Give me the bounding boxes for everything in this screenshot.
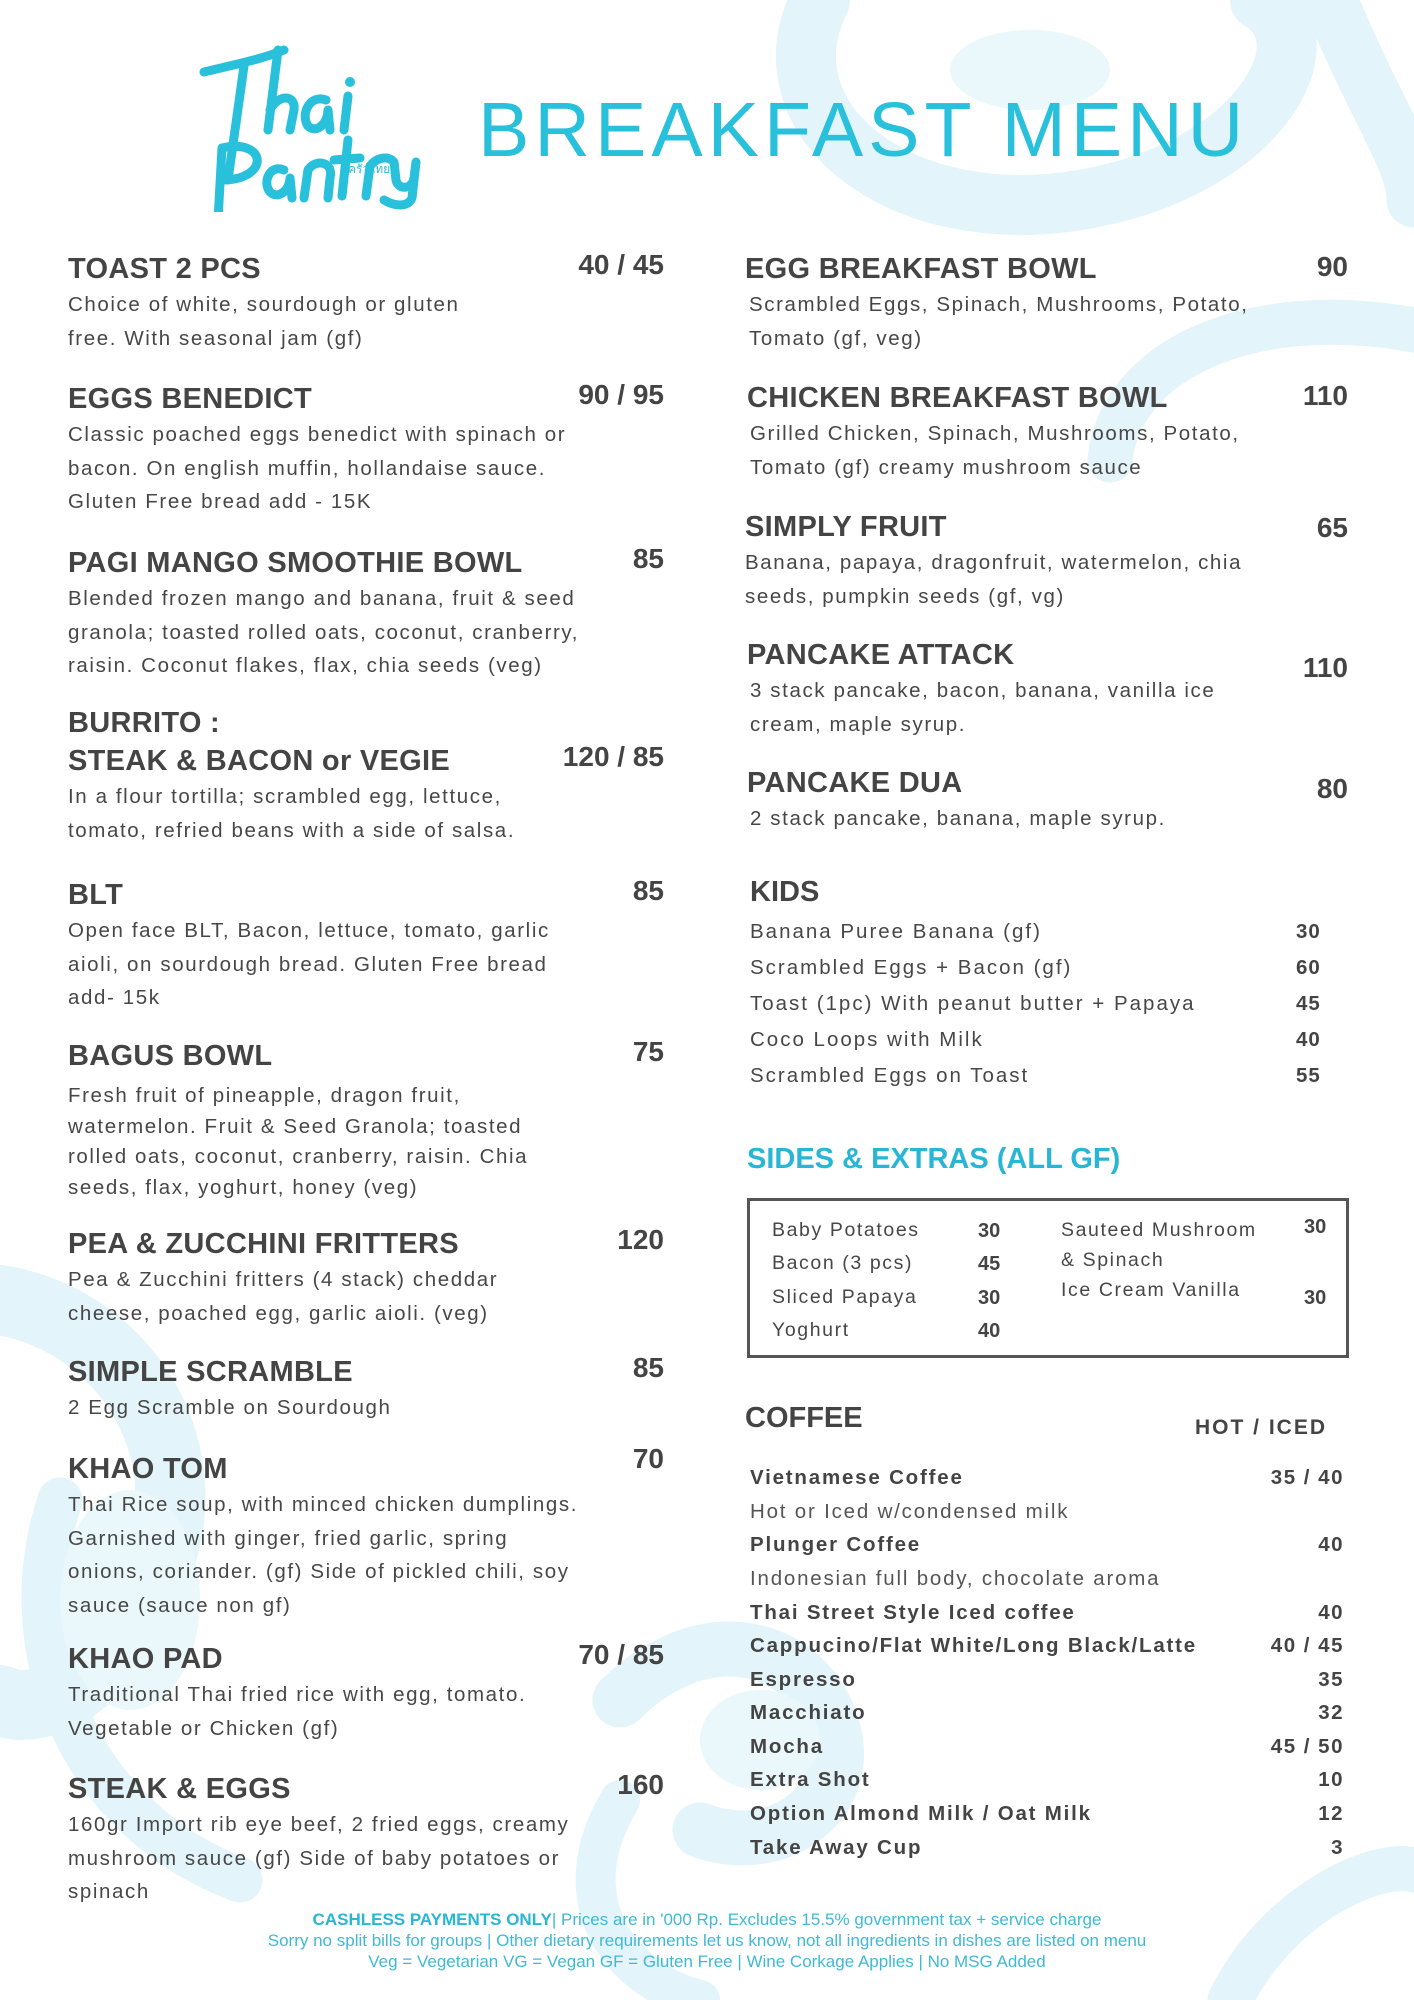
item-price-egg-breakfast-bowl: 90	[1316, 251, 1348, 282]
item-desc-line: spinach	[68, 1880, 150, 1903]
coffee-item-price: 12	[1318, 1802, 1344, 1825]
side-item-price: 45	[978, 1253, 1001, 1275]
kids-item-name: Toast (1pc) With peanut butter + Papaya	[750, 992, 1196, 1015]
coffee-item-price: 32	[1318, 1701, 1344, 1724]
coffee-item-desc: Indonesian full body, chocolate aroma	[750, 1567, 1161, 1590]
item-price-toast: 40 / 45	[578, 249, 664, 280]
footer-prices-note: | Prices are in '000 Rp. Excludes 15.5% government tax + service charge	[551, 1910, 1102, 1929]
coffee-item-desc: Hot or Iced w/condensed milk	[750, 1500, 1070, 1523]
kids-item-price: 30	[1296, 920, 1321, 943]
coffee-item-price: 40	[1318, 1533, 1344, 1556]
item-desc-line: Tomato (gf, veg)	[749, 326, 923, 350]
coffee-item	[750, 1701, 1344, 1725]
item-price-burrito: 120 / 85	[562, 741, 664, 772]
item-price-blt: 85	[632, 875, 664, 906]
kids-item-name: Banana Puree Banana (gf)	[750, 920, 1042, 943]
item-price-chicken-breakfast-bowl: 110	[1302, 380, 1348, 411]
side-item-name: Baby Potatoes	[772, 1219, 920, 1241]
item-name: CHICKEN BREAKFAST BOWL	[747, 382, 1168, 414]
item-desc-line: Blended frozen mango and banana, fruit & seed	[68, 587, 576, 610]
kids-item	[750, 1028, 1344, 1052]
item-desc-line: sauce (sauce non gf)	[68, 1593, 292, 1617]
menu-item-pancake-attack	[747, 636, 1307, 741]
coffee-item	[750, 1668, 1344, 1692]
item-desc-line: Thai Rice soup, with minced chicken dumplings.	[68, 1493, 578, 1516]
side-item-name: Sauteed Mushroom	[1061, 1219, 1257, 1241]
item-name: KHAO PAD	[68, 1643, 223, 1675]
item-price-pancake-attack: 110	[1302, 652, 1348, 683]
item-desc-line: rolled oats, coconut, cranberry, raisin. Chia	[68, 1145, 529, 1168]
kids-item-name: Scrambled Eggs on Toast	[750, 1064, 1030, 1087]
menu-item-pancake-dua	[747, 764, 1307, 836]
footer-line-legend: Veg = Vegetarian VG = Vegan GF = Gluten Free | Wine Corkage Applies | No MSG Added	[368, 1952, 1046, 1971]
kids-heading: KIDS	[750, 876, 820, 908]
item-desc-line: 3 stack pancake, bacon, banana, vanilla ice	[750, 679, 1216, 702]
item-desc-line: Traditional Thai fried rice with egg, tomato.	[68, 1683, 527, 1706]
kids-item-price: 60	[1296, 956, 1321, 979]
side-item-name: Sliced Papaya	[772, 1286, 918, 1308]
item-price-simply-fruit: 65	[1316, 512, 1348, 543]
item-desc-line: onions, coriander. (gf) Side of pickled chili, soy	[68, 1560, 570, 1583]
coffee-item-name: Thai Street Style Iced coffee	[750, 1601, 1076, 1624]
side-item-name-line2: & Spinach	[1061, 1249, 1165, 1271]
item-desc-line: 2 stack pancake, banana, maple syrup.	[750, 807, 1166, 830]
item-price-pancake-dua: 80	[1316, 773, 1348, 804]
coffee-item	[750, 1836, 1344, 1860]
side-item-price: 40	[978, 1320, 1001, 1342]
coffee-item-name: Mocha	[750, 1735, 824, 1758]
item-name: TOAST 2 PCS	[68, 253, 261, 285]
item-desc-line: aioli, on sourdough bread. Gluten Free bread	[68, 952, 548, 976]
coffee-item-name: Espresso	[750, 1668, 857, 1691]
coffee-item-price: 35 / 40	[1270, 1466, 1344, 1489]
item-desc-line: seeds, flax, yoghurt, honey (veg)	[68, 1175, 419, 1199]
item-name: PAGI MANGO SMOOTHIE BOWL	[68, 547, 523, 579]
item-name: STEAK & EGGS	[68, 1773, 291, 1805]
item-desc-line: cheese, poached egg, garlic aioli. (veg)	[68, 1301, 489, 1325]
item-price-eggs-benedict: 90 / 95	[578, 379, 664, 410]
item-desc-line: 160gr Import rib eye beef, 2 fried eggs, creamy	[68, 1813, 570, 1836]
kids-item	[750, 920, 1344, 944]
side-item-price: 30	[1304, 1216, 1327, 1238]
coffee-item-name: Cappucino/Flat White/Long Black/Latte	[750, 1634, 1198, 1657]
coffee-hot-iced-label: HOT / ICED	[1195, 1416, 1328, 1439]
item-desc-line: Open face BLT, Bacon, lettuce, tomato, garlic	[68, 919, 550, 942]
item-name: SIMPLY FRUIT	[745, 511, 947, 543]
item-desc-line: Classic poached eggs benedict with spinach or	[68, 423, 567, 446]
item-desc-line: Gluten Free bread add - 15K	[68, 490, 373, 513]
item-desc-line: add- 15k	[68, 986, 161, 1009]
coffee-item-name: Take Away Cup	[750, 1836, 923, 1859]
footer-line-payments	[0, 1910, 1414, 1930]
item-desc-line: watermelon. Fruit & Seed Granola; toasted	[68, 1114, 523, 1138]
sides-heading: SIDES & EXTRAS (ALL GF)	[747, 1143, 1121, 1175]
item-desc-line: cream, maple syrup.	[750, 712, 967, 736]
coffee-item-name: Macchiato	[750, 1701, 867, 1724]
kids-item-price: 40	[1296, 1028, 1321, 1051]
menu-item-burrito	[68, 704, 668, 847]
coffee-item	[750, 1634, 1344, 1658]
coffee-item	[750, 1768, 1344, 1792]
item-name: STEAK & BACON or VEGIE	[68, 745, 451, 777]
item-name: SIMPLE SCRAMBLE	[68, 1356, 353, 1388]
item-price-steak-eggs: 160	[617, 1769, 664, 1800]
item-desc-line: mushroom sauce (gf) Side of baby potatoes or	[68, 1846, 561, 1870]
kids-item-price: 45	[1296, 992, 1321, 1015]
item-name: PEA & ZUCCHINI FRITTERS	[68, 1228, 459, 1260]
coffee-item-name: Option Almond Milk / Oat Milk	[750, 1802, 1092, 1825]
side-item-name: Yoghurt	[772, 1319, 850, 1341]
item-name: EGGS BENEDICT	[68, 383, 312, 415]
coffee-heading: COFFEE	[745, 1402, 863, 1434]
item-desc-line: 2 Egg Scramble on Sourdough	[68, 1396, 392, 1419]
thai-pantry-logo	[198, 30, 428, 212]
item-name: EGG BREAKFAST BOWL	[745, 253, 1097, 285]
item-desc-line: In a flour tortilla; scrambled egg, lettuce,	[68, 785, 502, 808]
side-item-price: 30	[1304, 1287, 1327, 1309]
item-price-bagus-bowl: 75	[632, 1036, 664, 1067]
item-desc-line: free. With seasonal jam (gf)	[68, 326, 364, 350]
coffee-item-price: 3	[1331, 1836, 1344, 1859]
item-desc-line: Vegetable or Chicken (gf)	[68, 1716, 340, 1740]
item-name-line1: BURRITO :	[68, 707, 220, 739]
kids-item-price: 55	[1296, 1064, 1321, 1087]
item-desc-line: Fresh fruit of pineapple, dragon fruit,	[68, 1084, 461, 1107]
side-item-name: Ice Cream Vanilla	[1061, 1279, 1241, 1301]
kids-item	[750, 992, 1344, 1016]
item-desc-line: Garnished with ginger, fried garlic, spring	[68, 1526, 509, 1550]
footer-cashless-label: CASHLESS PAYMENTS ONLY	[312, 1910, 552, 1929]
side-item-price: 30	[978, 1287, 1001, 1309]
item-name: BAGUS BOWL	[68, 1040, 273, 1072]
coffee-item	[750, 1735, 1344, 1759]
kids-item	[750, 1064, 1344, 1088]
coffee-item	[750, 1466, 1344, 1490]
item-desc-line: tomato, refried beans with a side of salsa.	[68, 818, 516, 842]
item-desc-line: granola; toasted rolled oats, coconut, cranberry,	[68, 620, 580, 644]
item-desc-line: Tomato (gf) creamy mushroom sauce	[750, 455, 1143, 479]
item-name: BLT	[68, 879, 124, 911]
item-price-khao-tom: 70	[632, 1443, 664, 1474]
coffee-item-price: 45 / 50	[1270, 1735, 1344, 1758]
item-desc-line: seeds, pumpkin seeds (gf, vg)	[745, 584, 1065, 608]
item-desc-line: Grilled Chicken, Spinach, Mushrooms, Potato,	[750, 422, 1240, 445]
coffee-item-price: 10	[1318, 1768, 1344, 1791]
logo-thai-subtext: ครัวไทย	[348, 162, 391, 176]
coffee-item	[750, 1533, 1344, 1557]
coffee-item-price: 40 / 45	[1270, 1634, 1344, 1657]
item-desc-line: bacon. On english muffin, hollandaise sauce.	[68, 456, 547, 480]
coffee-item-name: Extra Shot	[750, 1768, 871, 1791]
side-item-name: Bacon (3 pcs)	[772, 1252, 914, 1274]
item-desc-line: Choice of white, sourdough or gluten	[68, 293, 460, 316]
menu-title: BREAKFAST MENU	[478, 87, 1249, 173]
item-price-mango-smoothie-bowl: 85	[632, 543, 664, 574]
item-name: PANCAKE ATTACK	[747, 639, 1015, 671]
sides-box	[747, 1198, 1349, 1358]
coffee-item-name: Vietnamese Coffee	[750, 1466, 964, 1489]
item-desc-line: raisin. Coconut flakes, flax, chia seeds (veg)	[68, 654, 543, 677]
coffee-item	[750, 1601, 1344, 1625]
menu-item-khao-tom	[68, 1450, 698, 1622]
item-price-simple-scramble: 85	[632, 1352, 664, 1383]
item-price-pea-zucchini-fritters: 120	[617, 1224, 664, 1255]
side-item-price: 30	[978, 1220, 1001, 1242]
footer-line-dietary: Sorry no split bills for groups | Other dietary requirements let us know, not all ingredients in dishes are listed on menu	[267, 1931, 1147, 1950]
kids-item-name: Coco Loops with Milk	[750, 1028, 984, 1051]
coffee-item-price: 35	[1318, 1668, 1344, 1691]
coffee-item-price: 40	[1318, 1601, 1344, 1624]
item-price-khao-pad: 70 / 85	[578, 1639, 664, 1670]
kids-item	[750, 956, 1344, 980]
kids-item-name: Scrambled Eggs + Bacon (gf)	[750, 956, 1073, 979]
item-desc-line: Banana, papaya, dragonfruit, watermelon, chia	[745, 551, 1243, 574]
coffee-item-name: Plunger Coffee	[750, 1533, 921, 1556]
coffee-item	[750, 1802, 1344, 1826]
item-desc-line: Scrambled Eggs, Spinach, Mushrooms, Potato,	[749, 293, 1249, 316]
item-desc-line: Pea & Zucchini fritters (4 stack) cheddar	[68, 1268, 499, 1291]
item-name: PANCAKE DUA	[747, 767, 963, 799]
item-name: KHAO TOM	[68, 1453, 228, 1485]
